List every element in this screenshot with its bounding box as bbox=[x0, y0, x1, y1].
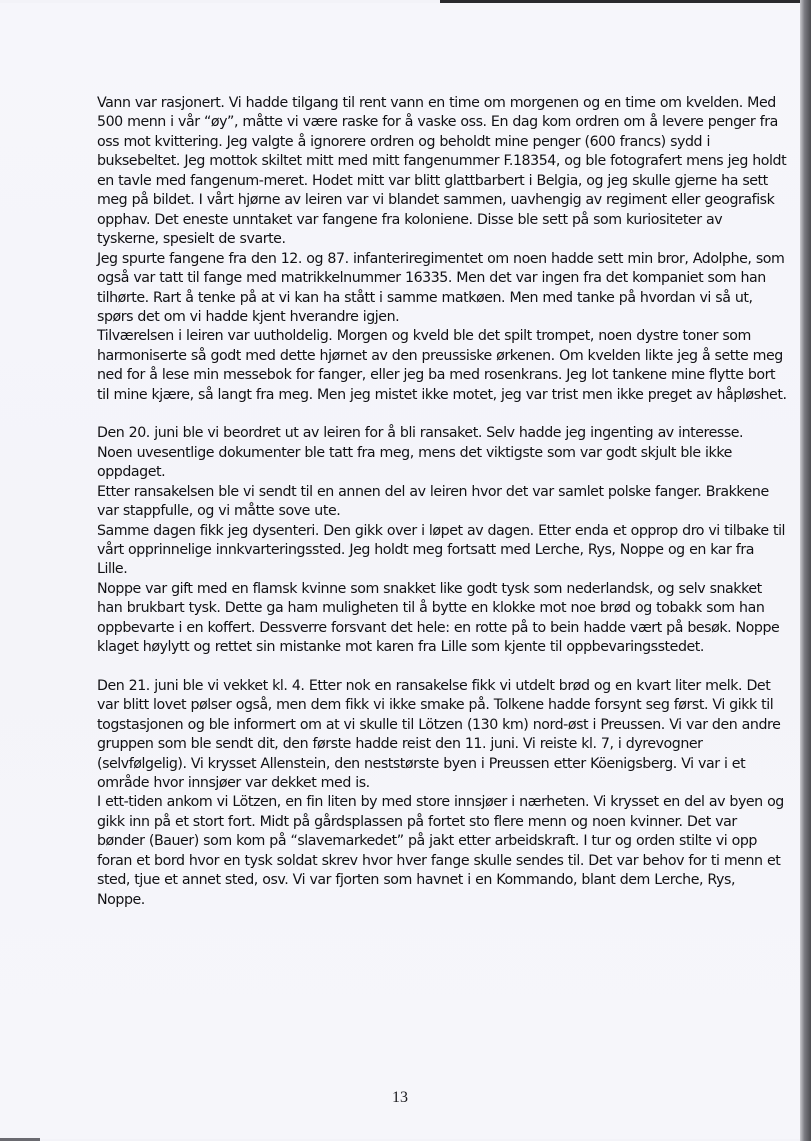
paragraph: Etter ransakelsen ble vi sendt til en annen del av leiren hvor det var samlet polske fanger. Brakkene var stappfulle, og vi måtte sove ute. bbox=[97, 483, 769, 520]
paragraph: Vann var rasjonert. Vi hadde tilgang til rent vann en time om morgenen og en time om kvelden. Med 500 menn i vår “øy”, måtte vi være raske for å vaske oss. En dag kom ordren om å levere penger fra oss mot kvittering. Jeg valgte å ignorere ordren og beholdt mine penger (600 francs) sydd i buksebeltet. Jeg mottok skiltet mitt med mitt fangenummer F.18354, og ble fotografert mens jeg holdt en tavle med fangenum-meret. Hodet mitt var blitt glattbarbert i Belgia, og jeg skulle gjerne ha sett meg på bildet. I vårt hjørne av leiren var vi blandet sammen, uavhengig av regiment eller geografisk opphav. Det eneste unntaket var fangene fra koloniene. Disse ble sett på som kuriositeter av tyskerne, spesielt de svarte. bbox=[97, 95, 787, 248]
section-spacer bbox=[97, 658, 787, 677]
paragraph: Jeg spurte fangene fra den 12. og 87. infanteriregimentet om noen hadde sett min bror, Adolphe, som også var tatt til fange med matrikkelnummer 16335. Men det var ingen fra det kompaniet som han tilhørte. Rart å tenke på at vi kan ha stått i samme matkøen. Men med tanke på hvordan vi så ut, spørs det om vi hadde kjent hverandre igjen. bbox=[97, 250, 785, 325]
scan-edge-top bbox=[440, 0, 811, 3]
page-number: 13 bbox=[392, 1089, 408, 1106]
paragraph: Den 21. juni ble vi vekket kl. 4. Etter nok en ransakelse fikk vi utdelt brød og en kvart liter melk. Det var blitt lovet pølser også, men dem fikk vi ikke smake på. Tolkene hadde forsynt seg først. Vi gikk til togstasjonen og ble informert om at vi skulle til Lötzen (130 km) nord-øst i Preussen. Vi var den andre gruppen som ble sendt dit, den første hadde reist den 11. juni. Vi reiste kl. 7, i dyrevogner (selvfølgelig). Vi krysset Allenstein, den neststørste byen i Preussen etter Köenigsberg. Vi var i et område hvor innsjøer var dekket med is. bbox=[97, 677, 781, 791]
body-text bbox=[97, 94, 787, 910]
paragraph: I ett-tiden ankom vi Lötzen, en fin liten by med store innsjøer i nærheten. Vi krysset en del av byen og gikk inn på et stort fort. Midt på gårdsplassen på fortet sto flere menn og noen kvinner. Det var bønder (Bauer) som kom på “slavemarkedet” på jakt etter arbeidskraft. I tur og orden stilte vi opp foran et bord hvor en tysk soldat skrev hvor hver fange skulle sendes til. Det var behov for ti menn et sted, tjue et annet sted, osv. Vi var fjorten som havnet i en Kommando, blant dem Lerche, Rys, Noppe. bbox=[97, 794, 784, 908]
paragraph: Samme dagen fikk jeg dysenteri. Den gikk over i løpet av dagen. Etter enda et opprop dro vi tilbake til vårt opprinnelige innkvarteringssted. Jeg holdt meg fortsatt med Lerche, Rys, Noppe og en kar fra Lille. bbox=[97, 522, 786, 578]
section-2 bbox=[97, 424, 787, 657]
scan-edge-right bbox=[800, 0, 811, 1141]
section-spacer bbox=[97, 405, 787, 424]
section-1 bbox=[97, 94, 787, 405]
section-3 bbox=[97, 677, 787, 910]
paragraph: Den 20. juni ble vi beordret ut av leiren for å bli ransaket. Selv hadde jeg ingenting av interesse. bbox=[97, 425, 744, 442]
paragraph: Noppe var gift med en flamsk kvinne som snakket like godt tysk som nederlandsk, og selv snakket han brukbart tysk. Dette ga ham muligheten til å bytte en klokke mot noe brød og tobakk som han oppbevarte i en koffert. Dessverre forsvant det hele: en rotte på to bein hadde vært på besøk. Noppe klaget høylytt og rettet sin mistanke mot karen fra Lille som kjente til oppbevaringsstedet. bbox=[97, 580, 780, 656]
paragraph: Tilværelsen i leiren var uutholdelig. Morgen og kveld ble det spilt trompet, noen dystre toner som harmoniserte så godt med dette hjørnet av den preussiske ørkenen. Om kvelden likte jeg å sette meg ned for å lese min messebok for fanger, eller jeg ba med rosenkrans. Jeg lot tankene mine flytte bort til mine kjære, så langt fra meg. Men jeg mistet ikke motet, jeg var trist men ikke preget av håpløshet. bbox=[97, 328, 787, 403]
paragraph: Noen uvesentlige dokumenter ble tatt fra meg, mens det viktigste som var godt skjult ble ikke oppdaget. bbox=[97, 444, 732, 481]
document-page bbox=[0, 3, 800, 1139]
